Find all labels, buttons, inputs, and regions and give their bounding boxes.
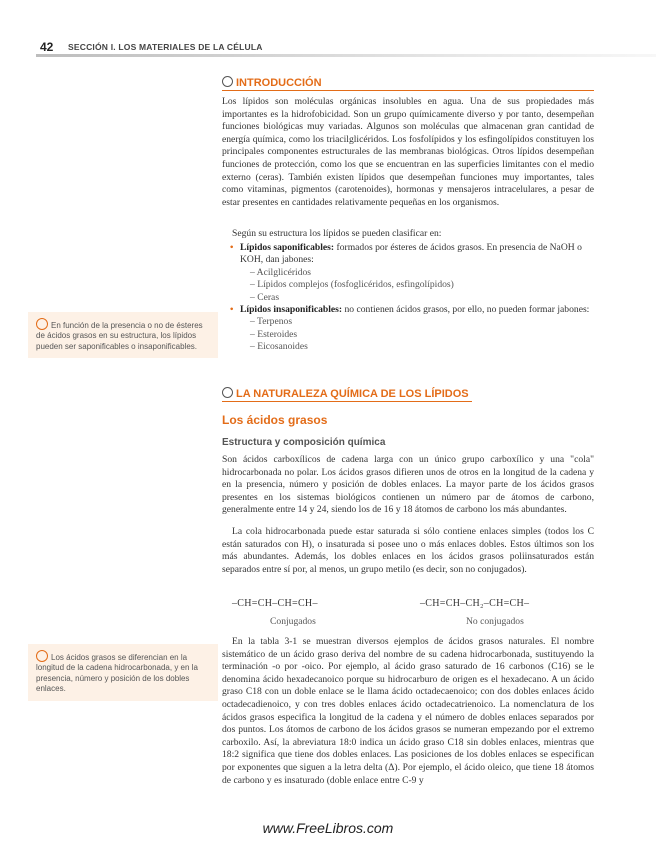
footer-website: www.FreeLibros.com xyxy=(262,820,394,836)
bullet-icon: • xyxy=(230,304,234,316)
section-title: SECCIÓN I. LOS MATERIALES DE LA CÉLULA xyxy=(68,42,263,52)
label-nonconjugated: No conjugados xyxy=(466,616,524,627)
subsubheading-structure: Estructura y composición química xyxy=(222,437,386,448)
formula-nonconjugated: –CH=CH–CH₂–CH=CH– xyxy=(420,598,530,609)
sub-item: – Ceras xyxy=(250,291,280,303)
heading-underline xyxy=(222,401,472,402)
paragraph-fatty-acids: Son ácidos carboxílicos de cadena larga con un único grupo carboxílico y una "cola" hidrocarbonada no polar. Los ácidos grasos difieren unos de otros en la longitud de la cadena y en la presencia, número y posición de dobles enlaces. La mayor parte de los ácidos grasos presentes en los sistemas biológicos contienen un número par de átomos de carbono, generalmente entre 14 y 24, siendo los de 16 y 18 átomos de carbono los más abundantes. xyxy=(222,454,594,516)
sub-item: – Eicosanoides xyxy=(250,341,308,353)
label-conjugated: Conjugados xyxy=(270,616,316,627)
note-ring-icon xyxy=(36,650,48,662)
running-header xyxy=(0,38,656,60)
classification-lead: Según su estructura los lípidos se pueden clasificar en: xyxy=(232,228,442,239)
list-item-insaponifiable: • Lípidos insaponificables: no contienen ácidos grasos, por ello, no pueden formar jabones: xyxy=(230,304,590,316)
heading-underline xyxy=(222,90,594,91)
section-heading-lipids: LA NATURALEZA QUÍMICA DE LOS LÍPIDOS xyxy=(222,387,469,400)
heading-circle-icon xyxy=(222,76,233,87)
list-item-saponifiable: • Lípidos saponificables: formados por ésteres de ácidos grasos. En presencia de NaOH o KOH, dan jabones: xyxy=(230,242,582,266)
header-rule xyxy=(36,54,656,57)
margin-note-fatty-acids: Los ácidos grasos se diferencian en la longitud de la cadena hidrocarbonada, y en la presencia, número y posición de los dobles enlaces. xyxy=(28,644,218,701)
sub-item: – Terpenos xyxy=(250,316,293,328)
note-ring-icon xyxy=(36,318,48,330)
bullet-icon: • xyxy=(230,242,234,253)
formula-conjugated: –CH=CH–CH=CH– xyxy=(232,598,318,609)
heading-circle-icon xyxy=(222,387,233,398)
lipid-classes-list xyxy=(230,242,594,354)
sub-item: – Acilglicéridos xyxy=(250,266,312,278)
sub-item: – Esteroides xyxy=(250,328,298,340)
intro-heading: INTRODUCCIÓN xyxy=(222,76,322,89)
page-number: 42 xyxy=(40,40,54,54)
sub-item: – Lípidos complejos (fosfoglicéridos, esfingolípidos) xyxy=(250,279,454,291)
subheading-fatty-acids: Los ácidos grasos xyxy=(222,413,328,427)
paragraph-saturation: La cola hidrocarbonada puede estar saturada si sólo contiene enlaces simples (todos los C están saturados con H), o insaturada si posee uno o más enlaces dobles. Estos últimos son los más abundantes. Además, los dobles enlaces en los ácidos grasos poliinsaturados están separados entre sí por, al menos, un grupo metilo (es decir, son no conjugados). xyxy=(222,526,594,575)
margin-note-saponification: En función de la presencia o no de ésteres de ácidos grasos en su estructura, los lípidos pueden ser saponificables o insaponificables. xyxy=(28,312,218,358)
intro-paragraph: Los lípidos son moléculas orgánicas insolubles en agua. Una de sus propiedades más importantes es la hidrofobicidad. Son un grupo químicamente diverso y por tanto, desempeñan funciones biológicas muy variadas. Algunos son moléculas que almacenan gran cantidad de energía química, como los triacilglicéridos. Los fosfolípidos y los esfingolípidos constituyen los principales componentes estructurales de las membranas biológicas. Otros lípidos desempeñan funciones de protección, como los que se encuentran en las superficies limitantes con el medio externo (ceras). También existen lípidos que desempeñan funciones muy importantes, tales como vitaminas, pigmentos (carotenoides), hormonas y mensajeros intracelulares, a pesar de estar presentes en cantidades relativamente pequeñas en los organismos. xyxy=(222,96,594,208)
paragraph-nomenclature: En la tabla 3-1 se muestran diversos ejemplos de ácidos grasos naturales. El nombre sistemático de un ácido graso deriva del nombre de su cadena hidrocarbonada, sustituyendo la terminación -o por -oico. Por ejemplo, al ácido graso saturado de 16 carbonos (C16) se le denomina ácido hexadecanoico porque su hidrocarburo de origen es el hexadecano. A un ácido graso C18 con un doble enlace se le llama ácido octadecaenoico; con dos dobles enlaces ácido octadecadienoico, y con tres dobles enlaces ácido octadecatrienoico. La nomenclatura de los ácidos grasos especifica la longitud de la cadena y el número de dobles enlaces separados por dos puntos. Los átomos de carbono de los ácidos grasos se numeran empezando por el extremo carboxilo. Así, la abreviatura 18:0 indica un ácido graso C18 sin dobles enlaces, mientras que 18:2 significa que tiene dos dobles enlaces. Las posiciones de los dobles enlaces se especifican por exponentes que siguen a la letra delta (Δ). Por ejemplo, el ácido oleico, que tiene 18 átomos de carbono y es insaturado (doble enlace entre C-9 y xyxy=(222,636,594,786)
